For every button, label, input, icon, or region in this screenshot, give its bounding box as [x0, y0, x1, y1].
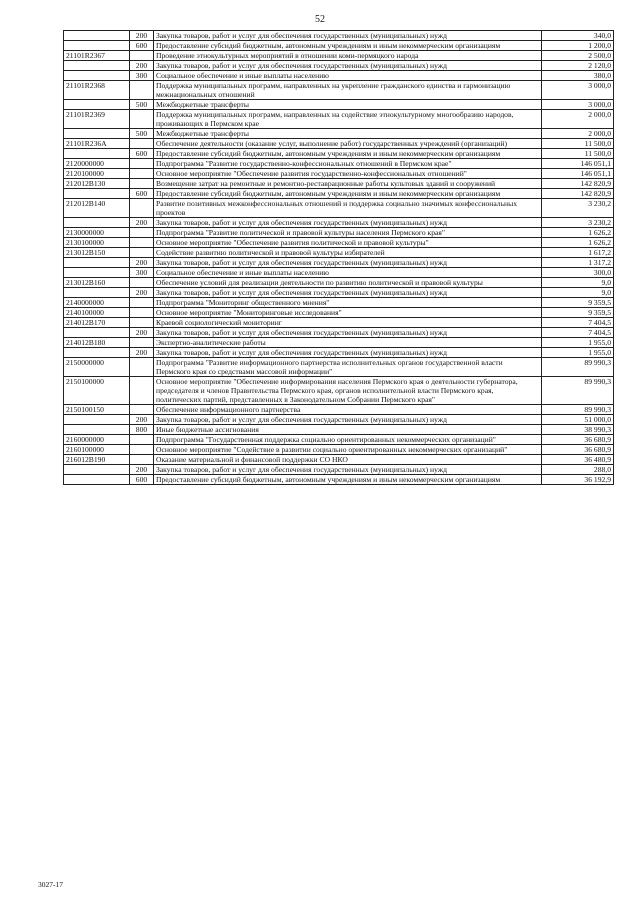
amount-cell: 142 820,9	[542, 189, 614, 199]
table-row	[64, 415, 614, 425]
item-name-cell: Обеспечение условий для реализации деятельности по развитию политической и правовой культуры	[154, 278, 542, 288]
table-row	[64, 328, 614, 338]
table-row	[64, 169, 614, 179]
amount-cell: 9,0	[542, 278, 614, 288]
expense-type-cell	[130, 455, 154, 465]
amount-cell: 1 626,2	[542, 228, 614, 238]
amount-cell: 1 200,0	[542, 41, 614, 51]
item-name-cell: Предоставление субсидий бюджетным, автономным учреждениям и иным некоммерческим организациям	[154, 149, 542, 159]
amount-cell: 38 990,3	[542, 425, 614, 435]
amount-cell: 340,0	[542, 31, 614, 41]
target-article-code-cell: 214012В180	[64, 338, 130, 348]
expense-type-cell: 200	[130, 328, 154, 338]
amount-cell: 1 317,2	[542, 258, 614, 268]
table-row	[64, 268, 614, 278]
table-row	[64, 318, 614, 328]
item-name-cell: Основное мероприятие "Обеспечение развития государственно-конфессиональных отношений"	[154, 169, 542, 179]
target-article-code-cell	[64, 475, 130, 485]
item-name-cell: Межбюджетные трансферты	[154, 129, 542, 139]
footer-document-code: 3027-17	[38, 880, 63, 889]
amount-cell: 1 955,0	[542, 338, 614, 348]
item-name-cell: Подпрограмма "Государственная поддержка социально ориентированных некоммерческих организаций"	[154, 435, 542, 445]
table-row	[64, 348, 614, 358]
expense-type-cell	[130, 338, 154, 348]
expense-type-cell: 600	[130, 475, 154, 485]
table-row	[64, 71, 614, 81]
item-name-cell: Межбюджетные трансферты	[154, 100, 542, 110]
item-name-cell: Подпрограмма "Развитие политической и правовой культуры населения Пермского края"	[154, 228, 542, 238]
target-article-code-cell: 21101R2368	[64, 81, 130, 100]
amount-cell: 288,0	[542, 465, 614, 475]
table-row	[64, 199, 614, 218]
amount-cell: 9 359,5	[542, 298, 614, 308]
item-name-cell: Иные бюджетные ассигнования	[154, 425, 542, 435]
amount-cell: 1 955,0	[542, 348, 614, 358]
table-row	[64, 278, 614, 288]
target-article-code-cell: 2140000000	[64, 298, 130, 308]
item-name-cell: Закупка товаров, работ и услуг для обеспечения государственных (муниципальных) нужд	[154, 61, 542, 71]
table-row	[64, 425, 614, 435]
expense-type-cell	[130, 238, 154, 248]
amount-cell: 9 359,5	[542, 308, 614, 318]
table-row	[64, 228, 614, 238]
item-name-cell: Предоставление субсидий бюджетным, автономным учреждениям и иным некоммерческим организациям	[154, 41, 542, 51]
amount-cell: 9,0	[542, 288, 614, 298]
expense-type-cell	[130, 51, 154, 61]
expense-type-cell	[130, 278, 154, 288]
table-row	[64, 61, 614, 71]
target-article-code-cell	[64, 415, 130, 425]
amount-cell: 2 000,0	[542, 129, 614, 139]
table-row	[64, 308, 614, 318]
expense-type-cell	[130, 139, 154, 149]
budget-table-body	[64, 31, 614, 485]
expense-type-cell: 600	[130, 149, 154, 159]
amount-cell: 2 000,0	[542, 110, 614, 129]
item-name-cell: Развитие позитивных межконфессиональных отношений и поддержка социально значимых конфессиональных проектов	[154, 199, 542, 218]
expense-type-cell	[130, 169, 154, 179]
amount-cell: 7 404,5	[542, 318, 614, 328]
target-article-code-cell	[64, 100, 130, 110]
expense-type-cell: 200	[130, 218, 154, 228]
table-row	[64, 51, 614, 61]
target-article-code-cell: 213012В150	[64, 248, 130, 258]
table-row	[64, 238, 614, 248]
table-row	[64, 445, 614, 455]
item-name-cell: Основное мероприятие "Содействие в развитии социально ориентированных некоммерческих организаций"	[154, 445, 542, 455]
item-name-cell: Основное мероприятие "Обеспечение развития политической и правовой культуры"	[154, 238, 542, 248]
target-article-code-cell: 2150000000	[64, 358, 130, 377]
expense-type-cell: 300	[130, 71, 154, 81]
table-row	[64, 248, 614, 258]
item-name-cell: Социальное обеспечение и иные выплаты населению	[154, 71, 542, 81]
target-article-code-cell	[64, 71, 130, 81]
item-name-cell: Закупка товаров, работ и услуг для обеспечения государственных (муниципальных) нужд	[154, 465, 542, 475]
item-name-cell: Социальное обеспечение и иные выплаты населению	[154, 268, 542, 278]
table-row	[64, 298, 614, 308]
item-name-cell: Поддержка муниципальных программ, направленных на укрепление гражданского единства и гармонизацию межнациональных отношений	[154, 81, 542, 100]
amount-cell: 146 051,1	[542, 169, 614, 179]
table-row	[64, 475, 614, 485]
expense-type-cell	[130, 179, 154, 189]
expense-type-cell	[130, 248, 154, 258]
expense-type-cell	[130, 159, 154, 169]
target-article-code-cell: 2150100000	[64, 377, 130, 405]
amount-cell: 1 617,2	[542, 248, 614, 258]
target-article-code-cell: 212012В130	[64, 179, 130, 189]
target-article-code-cell	[64, 348, 130, 358]
expense-type-cell: 500	[130, 129, 154, 139]
target-article-code-cell: 216012В190	[64, 455, 130, 465]
item-name-cell: Возмещение затрат на ремонтные и ремонтно-реставрационные работы культовых зданий и сооружений	[154, 179, 542, 189]
expense-type-cell	[130, 308, 154, 318]
expense-type-cell: 300	[130, 268, 154, 278]
target-article-code-cell	[64, 189, 130, 199]
target-article-code-cell: 214012В170	[64, 318, 130, 328]
expense-type-cell: 200	[130, 31, 154, 41]
expense-type-cell: 200	[130, 348, 154, 358]
amount-cell: 380,0	[542, 71, 614, 81]
expense-type-cell: 200	[130, 258, 154, 268]
amount-cell: 36 192,9	[542, 475, 614, 485]
table-row	[64, 41, 614, 51]
table-row	[64, 358, 614, 377]
table-row	[64, 218, 614, 228]
target-article-code-cell: 2160100000	[64, 445, 130, 455]
table-row	[64, 100, 614, 110]
expense-type-cell: 200	[130, 415, 154, 425]
target-article-code-cell: 2120000000	[64, 159, 130, 169]
amount-cell: 1 626,2	[542, 238, 614, 248]
page-number: 52	[315, 14, 325, 25]
expense-type-cell	[130, 110, 154, 129]
target-article-code-cell: 2120100000	[64, 169, 130, 179]
table-row	[64, 455, 614, 465]
amount-cell: 2 500,0	[542, 51, 614, 61]
item-name-cell: Закупка товаров, работ и услуг для обеспечения государственных (муниципальных) нужд	[154, 258, 542, 268]
expense-type-cell: 500	[130, 100, 154, 110]
item-name-cell: Обеспечение деятельности (оказание услуг, выполнение работ) государственных учреждений (организаций)	[154, 139, 542, 149]
amount-cell: 36 680,9	[542, 445, 614, 455]
budget-table	[63, 30, 614, 485]
item-name-cell: Подпрограмма "Развитие государственно-конфессиональных отношений в Пермском крае"	[154, 159, 542, 169]
target-article-code-cell: 213012В160	[64, 278, 130, 288]
target-article-code-cell	[64, 288, 130, 298]
table-row	[64, 377, 614, 405]
amount-cell: 3 230,2	[542, 218, 614, 228]
expense-type-cell	[130, 405, 154, 415]
target-article-code-cell: 21101R236A	[64, 139, 130, 149]
target-article-code-cell: 21101R2369	[64, 110, 130, 129]
target-article-code-cell: 21101R2367	[64, 51, 130, 61]
amount-cell: 36 680,9	[542, 435, 614, 445]
table-row	[64, 405, 614, 415]
item-name-cell: Краевой социологический мониторинг	[154, 318, 542, 328]
target-article-code-cell: 2160000000	[64, 435, 130, 445]
item-name-cell: Основное мероприятие "Мониторинговые исследования"	[154, 308, 542, 318]
table-row	[64, 139, 614, 149]
target-article-code-cell	[64, 61, 130, 71]
amount-cell: 89 990,3	[542, 358, 614, 377]
target-article-code-cell	[64, 31, 130, 41]
item-name-cell: Экспертно-аналитические работы	[154, 338, 542, 348]
item-name-cell: Предоставление субсидий бюджетным, автономным учреждениям и иным некоммерческим организациям	[154, 189, 542, 199]
table-row	[64, 189, 614, 199]
table-row	[64, 288, 614, 298]
expense-type-cell	[130, 298, 154, 308]
table-row	[64, 31, 614, 41]
amount-cell: 7 404,5	[542, 328, 614, 338]
expense-type-cell	[130, 358, 154, 377]
expense-type-cell: 200	[130, 61, 154, 71]
target-article-code-cell	[64, 41, 130, 51]
table-row	[64, 435, 614, 445]
item-name-cell: Содействие развитию политической и правовой культуры избирателей	[154, 248, 542, 258]
amount-cell: 2 120,0	[542, 61, 614, 71]
expense-type-cell: 600	[130, 41, 154, 51]
item-name-cell: Оказание материальной и финансовой поддержки СО НКО	[154, 455, 542, 465]
expense-type-cell	[130, 199, 154, 218]
item-name-cell: Закупка товаров, работ и услуг для обеспечения государственных (муниципальных) нужд	[154, 328, 542, 338]
expense-type-cell	[130, 377, 154, 405]
item-name-cell: Закупка товаров, работ и услуг для обеспечения государственных (муниципальных) нужд	[154, 31, 542, 41]
table-row	[64, 129, 614, 139]
expense-type-cell: 200	[130, 288, 154, 298]
amount-cell: 11 500,0	[542, 139, 614, 149]
expense-type-cell	[130, 318, 154, 328]
target-article-code-cell: 2130100000	[64, 238, 130, 248]
expense-type-cell	[130, 445, 154, 455]
target-article-code-cell	[64, 465, 130, 475]
amount-cell: 51 000,0	[542, 415, 614, 425]
table-row	[64, 159, 614, 169]
target-article-code-cell	[64, 258, 130, 268]
item-name-cell: Закупка товаров, работ и услуг для обеспечения государственных (муниципальных) нужд	[154, 218, 542, 228]
target-article-code-cell	[64, 149, 130, 159]
table-row	[64, 338, 614, 348]
amount-cell: 300,0	[542, 268, 614, 278]
expense-type-cell	[130, 81, 154, 100]
item-name-cell: Предоставление субсидий бюджетным, автономным учреждениям и иным некоммерческим организациям	[154, 475, 542, 485]
item-name-cell: Подпрограмма "Развитие информационного партнерства исполнительных органов государственной власти Пермского края со средствами массовой информации"	[154, 358, 542, 377]
expense-type-cell: 200	[130, 465, 154, 475]
item-name-cell: Проведение этнокультурных мероприятий в отношении коми-пермяцкого народа	[154, 51, 542, 61]
table-row	[64, 179, 614, 189]
item-name-cell: Обеспечение информационного партнерства	[154, 405, 542, 415]
target-article-code-cell: 2140100000	[64, 308, 130, 318]
target-article-code-cell: 2130000000	[64, 228, 130, 238]
target-article-code-cell	[64, 425, 130, 435]
table-row	[64, 149, 614, 159]
amount-cell: 142 820,9	[542, 179, 614, 189]
table-row	[64, 465, 614, 475]
amount-cell: 3 000,0	[542, 100, 614, 110]
item-name-cell: Закупка товаров, работ и услуг для обеспечения государственных (муниципальных) нужд	[154, 415, 542, 425]
table-row	[64, 110, 614, 129]
expense-type-cell: 600	[130, 189, 154, 199]
item-name-cell: Основное мероприятие "Обеспечение информирования населения Пермского края о деятельности губернатора, председателя и членов Правительства Пермского края, органов исполнительной власти Пермского края, политических партий, представленных в Законодательном Собрании Пермского края"	[154, 377, 542, 405]
amount-cell: 89 990,3	[542, 377, 614, 405]
expense-type-cell	[130, 435, 154, 445]
item-name-cell: Закупка товаров, работ и услуг для обеспечения государственных (муниципальных) нужд	[154, 288, 542, 298]
target-article-code-cell	[64, 328, 130, 338]
amount-cell: 3 230,2	[542, 199, 614, 218]
item-name-cell: Закупка товаров, работ и услуг для обеспечения государственных (муниципальных) нужд	[154, 348, 542, 358]
expense-type-cell	[130, 228, 154, 238]
item-name-cell: Подпрограмма "Мониторинг общественного мнения"	[154, 298, 542, 308]
table-row	[64, 258, 614, 268]
target-article-code-cell	[64, 129, 130, 139]
item-name-cell: Поддержка муниципальных программ, направленных на содействие этнокультурному многообразию народов, проживающих в Пермском крае	[154, 110, 542, 129]
target-article-code-cell: 2150100150	[64, 405, 130, 415]
table-row	[64, 81, 614, 100]
expense-type-cell: 800	[130, 425, 154, 435]
amount-cell: 3 000,0	[542, 81, 614, 100]
target-article-code-cell: 212012В140	[64, 199, 130, 218]
amount-cell: 11 500,0	[542, 149, 614, 159]
amount-cell: 146 051,1	[542, 159, 614, 169]
amount-cell: 36 480,9	[542, 455, 614, 465]
target-article-code-cell	[64, 268, 130, 278]
target-article-code-cell	[64, 218, 130, 228]
amount-cell: 89 990,3	[542, 405, 614, 415]
